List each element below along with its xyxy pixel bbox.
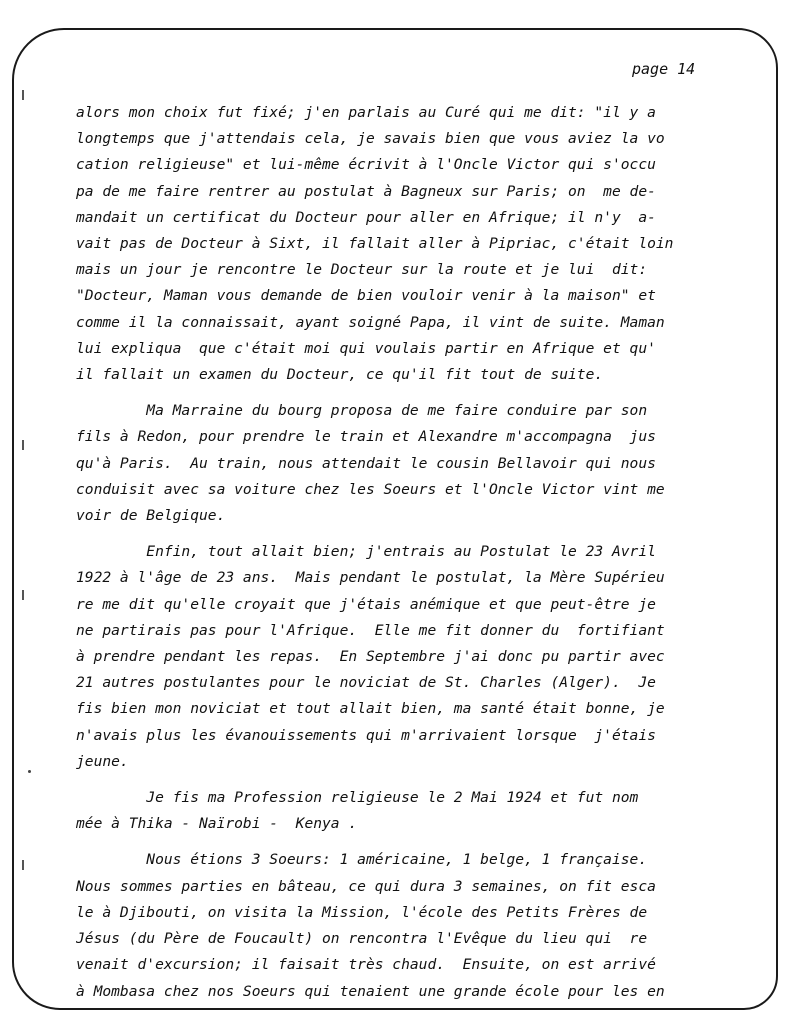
text-line: Enfin, tout allait bien; j'entrais au Postulat le 23 Avril (76, 543, 656, 561)
scan-dot (28, 770, 31, 773)
scan-mark (22, 90, 24, 100)
paragraph-gap (76, 837, 740, 847)
text-line: longtemps que j'attendais cela, je savais bien que vous aviez la vo (76, 130, 665, 148)
page-number: page 14 (632, 60, 696, 78)
scan-mark (22, 440, 24, 450)
paragraph-3 (76, 539, 740, 775)
text-line: voir de Belgique. (76, 507, 226, 525)
text-line: ne partirais pas pour l'Afrique. Elle me fit donner du fortifiant (76, 621, 665, 639)
scan-mark (22, 860, 24, 870)
text-line: mais un jour je rencontre le Docteur sur la route et je lui dit: (76, 261, 648, 279)
text-line: Jésus (du Père de Foucault) on rencontra l'Evêque du lieu qui re (76, 930, 648, 948)
text-line: conduisit avec sa voiture chez les Soeurs et l'Oncle Victor vint me (76, 480, 665, 498)
text-line: "Docteur, Maman vous demande de bien vouloir venir à la maison" et (76, 287, 656, 305)
scan-mark (22, 590, 24, 600)
text-line: cation religieuse" et lui-même écrivit à l'Oncle Victor qui s'occu (76, 156, 656, 174)
text-line: Nous sommes parties en bâteau, ce qui dura 3 semaines, on fit esca (76, 877, 656, 895)
text-line: alors mon choix fut fixé; j'en parlais au Curé qui me dit: "il y a (76, 104, 656, 121)
paragraph-gap (76, 775, 740, 785)
paragraph-gap (76, 388, 740, 398)
text-line: venait d'excursion; il faisait très chaud. Ensuite, on est arrivé (76, 956, 656, 974)
text-line: n'avais plus les évanouissements qui m'arrivaient lorsque j'étais (76, 726, 656, 744)
text-line: 21 autres postulantes pour le noviciat de St. Charles (Alger). Je (76, 674, 656, 692)
text-line: mandait un certificat du Docteur pour aller en Afrique; il n'y a- (76, 208, 656, 226)
text-line: le à Djibouti, on visita la Mission, l'école des Petits Frères de (76, 903, 648, 921)
text-line: vait pas de Docteur à Sixt, il fallait aller à Pipriac, c'était loin (76, 235, 674, 253)
text-line: mée à Thika - Naïrobi - Kenya . (76, 815, 358, 833)
paragraph-4 (76, 785, 740, 837)
text-line: à Mombasa chez nos Soeurs qui tenaient une grande école pour les en (76, 982, 665, 1000)
text-line: 1922 à l'âge de 23 ans. Mais pendant le postulat, la Mère Supérieu (76, 569, 665, 587)
text-line: qu'à Paris. Au train, nous attendait le cousin Bellavoir qui nous (76, 454, 656, 472)
paragraph-gap (76, 529, 740, 539)
paragraph-5 (76, 847, 740, 1004)
text-line: Ma Marraine du bourg proposa de me faire conduire par son (76, 402, 648, 420)
text-line: comme il la connaissait, ayant soigné Papa, il vint de suite. Maman (76, 313, 665, 331)
text-line: Nous étions 3 Soeurs: 1 américaine, 1 belge, 1 française. (76, 851, 648, 869)
paragraph-2 (76, 398, 740, 529)
text-line: Je fis ma Profession religieuse le 2 Mai 1924 et fut nom (76, 789, 639, 807)
document-body (76, 100, 740, 1005)
text-line: fils à Redon, pour prendre le train et Alexandre m'accompagna jus (76, 428, 656, 446)
text-line: à prendre pendant les repas. En Septembre j'ai donc pu partir avec (76, 648, 665, 666)
text-line: il fallait un examen du Docteur, ce qu'il fit tout de suite. (76, 366, 604, 384)
text-line: fis bien mon noviciat et tout allait bien, ma santé était bonne, je (76, 700, 665, 718)
text-line: lui expliqua que c'était moi qui voulais partir en Afrique et qu' (76, 339, 656, 357)
text-line: re me dit qu'elle croyait que j'étais anémique et que peut-être je (76, 595, 656, 613)
paragraph-1 (76, 100, 740, 388)
text-line: jeune. (76, 752, 129, 770)
text-line: pa de me faire rentrer au postulat à Bagneux sur Paris; on me de- (76, 182, 656, 200)
